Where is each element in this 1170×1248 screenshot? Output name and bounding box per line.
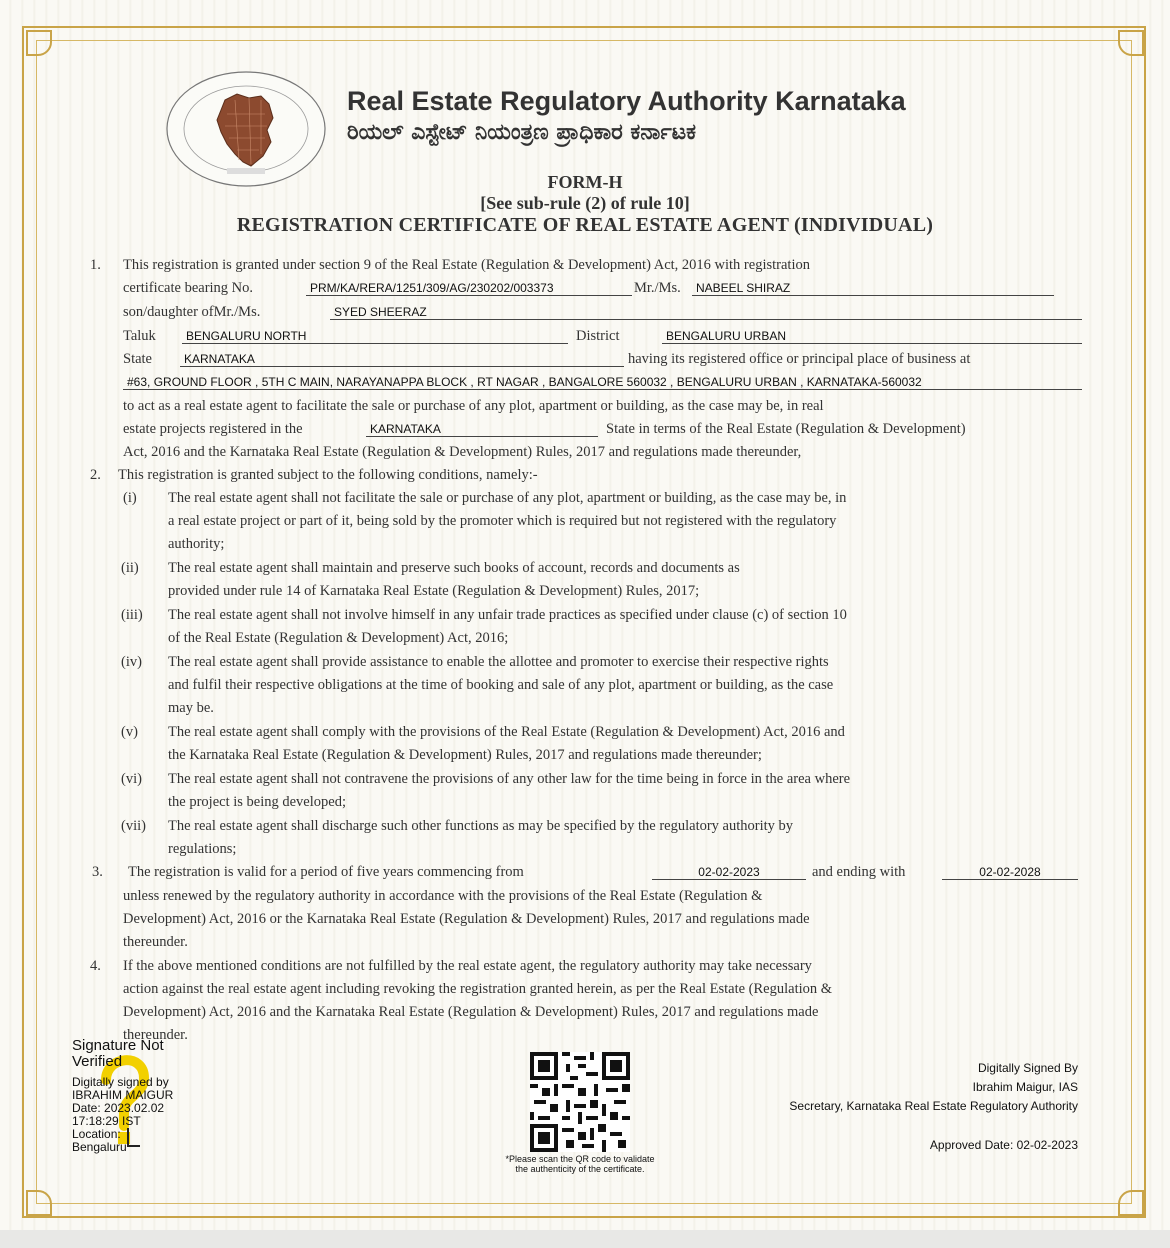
clause-text: son/daughter ofMr./Ms. — [123, 304, 261, 320]
condition-text: The real estate agent shall not involve himself in any unfair trade practices as specified under clause (c) of section 10 — [168, 607, 847, 623]
address-field: #63, GROUND FLOOR , 5TH C MAIN, NARAYANAPPA BLOCK , RT NAGAR , BANGALORE 560032 , BENGALURU URBAN , KARNATAKA-560032 — [123, 374, 1082, 390]
clause-text: and ending with — [812, 864, 906, 880]
bottom-margin — [0, 1230, 1170, 1248]
signature-location-label: Location: — [72, 1127, 121, 1141]
org-name-english: Real Estate Regulatory Authority Karnataka — [347, 86, 906, 116]
clause-text: estate projects registered in the — [123, 421, 303, 437]
certificate-title: REGISTRATION CERTIFICATE OF REAL ESTATE AGENT (INDIVIDUAL) — [236, 214, 934, 236]
condition-number: (iii) — [121, 607, 143, 623]
valid-until-date: 02-02-2028 — [942, 864, 1078, 880]
condition-text: The real estate agent shall discharge such other functions as may be specified by the regulatory authority by — [168, 818, 794, 834]
registration-number-field: PRM/KA/RERA/1251/309/AG/230202/003373 — [306, 280, 632, 296]
condition-text: the project is being developed; — [168, 794, 346, 810]
clause-text: This registration is granted subject to the following conditions, namely:- — [118, 467, 538, 483]
clause-text: State in terms of the Real Estate (Regulation & Development) — [606, 421, 966, 437]
condition-number: (vi) — [121, 771, 142, 787]
clause-text: certificate bearing No. — [123, 280, 254, 296]
qr-note-line: the authenticity of the certificate. — [515, 1164, 645, 1174]
condition-number: (ii) — [121, 560, 139, 576]
qr-code[interactable] — [530, 1052, 630, 1152]
district-label: District — [576, 328, 620, 344]
approved-date: Approved Date: 02-02-2023 — [929, 1138, 1078, 1152]
clause-text: Development) Act, 2016 or the Karnataka Real Estate (Regulation & Development) Rules, 2017 and regulations made — [123, 911, 810, 927]
clause-text: The registration is valid for a period of five years commencing from — [128, 864, 524, 880]
qr-validation-note — [470, 1154, 690, 1174]
condition-text: the Karnataka Real Estate (Regulation & Development) Rules, 2017 and regulations made thereunder; — [168, 747, 762, 763]
project-state-field: KARNATAKA — [366, 421, 598, 437]
clause-number: 2. — [90, 467, 101, 483]
state-field: KARNATAKA — [180, 351, 624, 367]
condition-number: (i) — [123, 490, 137, 506]
condition-text: authority; — [168, 536, 225, 552]
condition-number: (v) — [121, 724, 138, 740]
clause-text: action against the real estate agent including revoking the registration granted herein, as per the Real Estate (Regulation & — [123, 981, 833, 997]
taluk-label: Taluk — [123, 328, 156, 344]
condition-number: (iv) — [121, 654, 142, 670]
signature-status: Verified — [72, 1053, 123, 1070]
condition-text: may be. — [168, 700, 214, 716]
clause-text: Mr./Ms. — [634, 280, 681, 296]
district-field: BENGALURU URBAN — [662, 328, 1082, 344]
signature-time: 17:18:29 IST — [72, 1114, 141, 1128]
condition-text: provided under rule 14 of Karnataka Real Estate (Regulation & Development) Rules, 2017; — [168, 583, 700, 599]
taluk-field: BENGALURU NORTH — [182, 328, 568, 344]
clause-text: thereunder. — [123, 934, 188, 950]
condition-text: The real estate agent shall comply with the provisions of the Real Estate (Regulation & Development) Act, 2016 and — [168, 724, 845, 740]
clause-number: 3. — [92, 864, 103, 880]
condition-text: The real estate agent shall not contravene the provisions of any other law for the time being in force in the area where — [168, 771, 851, 787]
signature-status: Signature Not — [72, 1037, 164, 1054]
rera-seal-logo — [165, 70, 327, 188]
signature-date: Date: 2023.02.02 — [72, 1101, 165, 1115]
agent-name-field: NABEEL SHIRAZ — [692, 280, 1054, 296]
digitally-signed-by-label: Digitally Signed By — [977, 1061, 1078, 1075]
clause-text: having its registered office or principal place of business at — [628, 351, 971, 367]
signer-designation: Secretary, Karnataka Real Estate Regulatory Authority — [789, 1099, 1078, 1113]
signature-location: Bengaluru — [72, 1140, 127, 1154]
corner-ornament — [1118, 30, 1144, 56]
condition-text: regulations; — [168, 841, 237, 857]
condition-text: of the Real Estate (Regulation & Development) Act, 2016; — [168, 630, 509, 646]
parent-name-field: SYED SHEERAZ — [330, 304, 1082, 320]
clause-text: Development) Act, 2016 and the Karnataka Real Estate (Regulation & Development) Rules, 2017 and regulations made — [123, 1004, 819, 1020]
condition-text: and fulfil their respective obligations at the time of booking and sale of any plot, apartment or building, as the case — [168, 677, 834, 693]
condition-text: The real estate agent shall maintain and preserve such books of account, records and documents as — [168, 560, 740, 576]
clause-number: 1. — [90, 257, 101, 273]
clause-number: 4. — [90, 958, 101, 974]
state-label: State — [123, 351, 152, 367]
clause-text: thereunder. — [123, 1027, 188, 1043]
digital-signature-block — [72, 1038, 173, 1154]
qr-note-line: *Please scan the QR code to validate — [505, 1154, 655, 1164]
condition-text: The real estate agent shall provide assistance to enable the allottee and promoter to exercise their respective rights — [168, 654, 829, 670]
clause-text: If the above mentioned conditions are not fulfilled by the real estate agent, the regulatory authority may take necessary — [123, 958, 812, 974]
form-number: FORM-H — [547, 172, 623, 192]
signature-detail: Digitally signed by — [72, 1075, 169, 1089]
condition-text: a real estate project or part of it, being sold by the promoter which is required but not registered with the regulatory — [168, 513, 837, 529]
clause-text: Act, 2016 and the Karnataka Real Estate (Regulation & Development) Rules, 2017 and regulations made thereunder, — [123, 444, 802, 460]
signature-signer: IBRAHIM MAIGUR — [72, 1088, 174, 1102]
clause-text: to act as a real estate agent to facilitate the sale or purchase of any plot, apartment or building, as the case may be, in real — [123, 398, 824, 414]
clause-text: This registration is granted under section 9 of the Real Estate (Regulation & Development) Act, 2016 with registration — [123, 257, 810, 273]
form-rule-reference: [See sub-rule (2) of rule 10] — [480, 193, 690, 213]
corner-ornament — [26, 1190, 52, 1216]
valid-from-date: 02-02-2023 — [652, 864, 806, 880]
signer-name: Ibrahim Maigur, IAS — [972, 1080, 1078, 1094]
corner-ornament — [1118, 1190, 1144, 1216]
condition-number: (vii) — [121, 818, 146, 834]
clause-text: unless renewed by the regulatory authority in accordance with the provisions of the Real Estate (Regulation & — [123, 888, 763, 904]
condition-text: The real estate agent shall not facilitate the sale or purchase of any plot, apartment or building, as the case may be, in — [168, 490, 847, 506]
org-name-kannada: ರಿಯಲ್ ಎಸ್ಟೇಟ್ ನಿಯಂತ್ರಣ ಪ್ರಾಧಿಕಾರ ಕರ್ನಾಟಕ — [347, 120, 696, 145]
